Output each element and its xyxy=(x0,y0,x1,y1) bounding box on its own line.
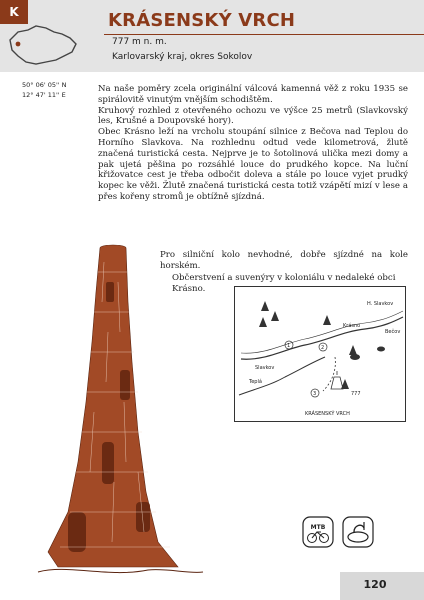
map-river-label: Teplá xyxy=(249,379,262,385)
czech-map-icon xyxy=(6,22,78,68)
map-road-label: Bečov xyxy=(385,329,401,335)
paragraph-route: Obec Krásno leží na vrcholu stoupání silnice z Bečova nad Teplou do Horního Slavkova. Na rozhlednu odtud vede kilometrová, žlutě značená turistická cesta. Nejprve je to šotolinová ulička mezi domy a pak ujetá pěšina po rozsáhlé louce do prudkého kopce. Na luční křižovatce cest je třeba odbočit doleva a stále po louce vyjet prudký kopec ke věži. Žlutě značená turistická cesta totiž vzápětí mizí v lese a přes kořeny stromů je obtížně sjízdná. xyxy=(98,127,408,202)
chapter-badge: K xyxy=(0,0,28,24)
latitude: 50° 06' 05'' N xyxy=(22,81,67,89)
mtb-icon xyxy=(302,516,334,548)
altitude-text: 777 m n. m. xyxy=(112,37,167,47)
trail xyxy=(323,357,335,391)
tree-icons xyxy=(259,301,357,389)
page-number: 120 xyxy=(363,578,387,591)
tower-map-icon xyxy=(331,371,343,389)
route-map xyxy=(234,286,406,422)
longitude: 12° 47' 11'' E xyxy=(22,91,66,99)
paragraph-bike: Pro silniční kolo nevhodné, dobře sjízdné na kole horském. xyxy=(160,250,408,271)
region-text: Karlovarský kraj, okres Sokolov xyxy=(112,52,253,62)
tower-illustration xyxy=(28,242,208,580)
map-altitude-label: 777 xyxy=(351,391,361,397)
food-icon xyxy=(342,516,374,548)
side-road xyxy=(239,357,325,395)
map-peak-label: KRÁSENSKÝ VRCH xyxy=(305,411,350,417)
svg-text:3: 3 xyxy=(313,391,317,397)
paragraph-view: Kruhový rozhled z otevřeného ochozu ve výšce 25 metrů (Slavkovský les, Krušné a Doupovské hory). xyxy=(98,105,408,127)
svg-text:MTB: MTB xyxy=(310,524,326,531)
svg-text:1: 1 xyxy=(287,343,291,349)
paragraph-intro: Na naše poměry zcela originální válcová kamenná věž z roku 1935 se spirálovitě vinutým vnějším schodištěm. xyxy=(98,84,408,105)
paragraph-refreshment: Občerstvení a suvenýry v koloniálu v nedaleké obci Krásno. xyxy=(172,273,396,294)
map-stream-label: Slavkov xyxy=(255,365,275,371)
title-divider xyxy=(104,34,424,35)
map-town-label: Krásno xyxy=(343,323,361,329)
svg-text:2: 2 xyxy=(321,345,325,351)
gps-coordinates xyxy=(22,80,66,100)
page-number-box xyxy=(340,572,424,600)
description xyxy=(98,84,408,203)
location-dot xyxy=(16,42,21,47)
page-header xyxy=(0,0,424,72)
map-upper-road-label: H. Slavkov xyxy=(367,301,394,307)
page-title: KRÁSENSKÝ VRCH xyxy=(108,10,296,31)
